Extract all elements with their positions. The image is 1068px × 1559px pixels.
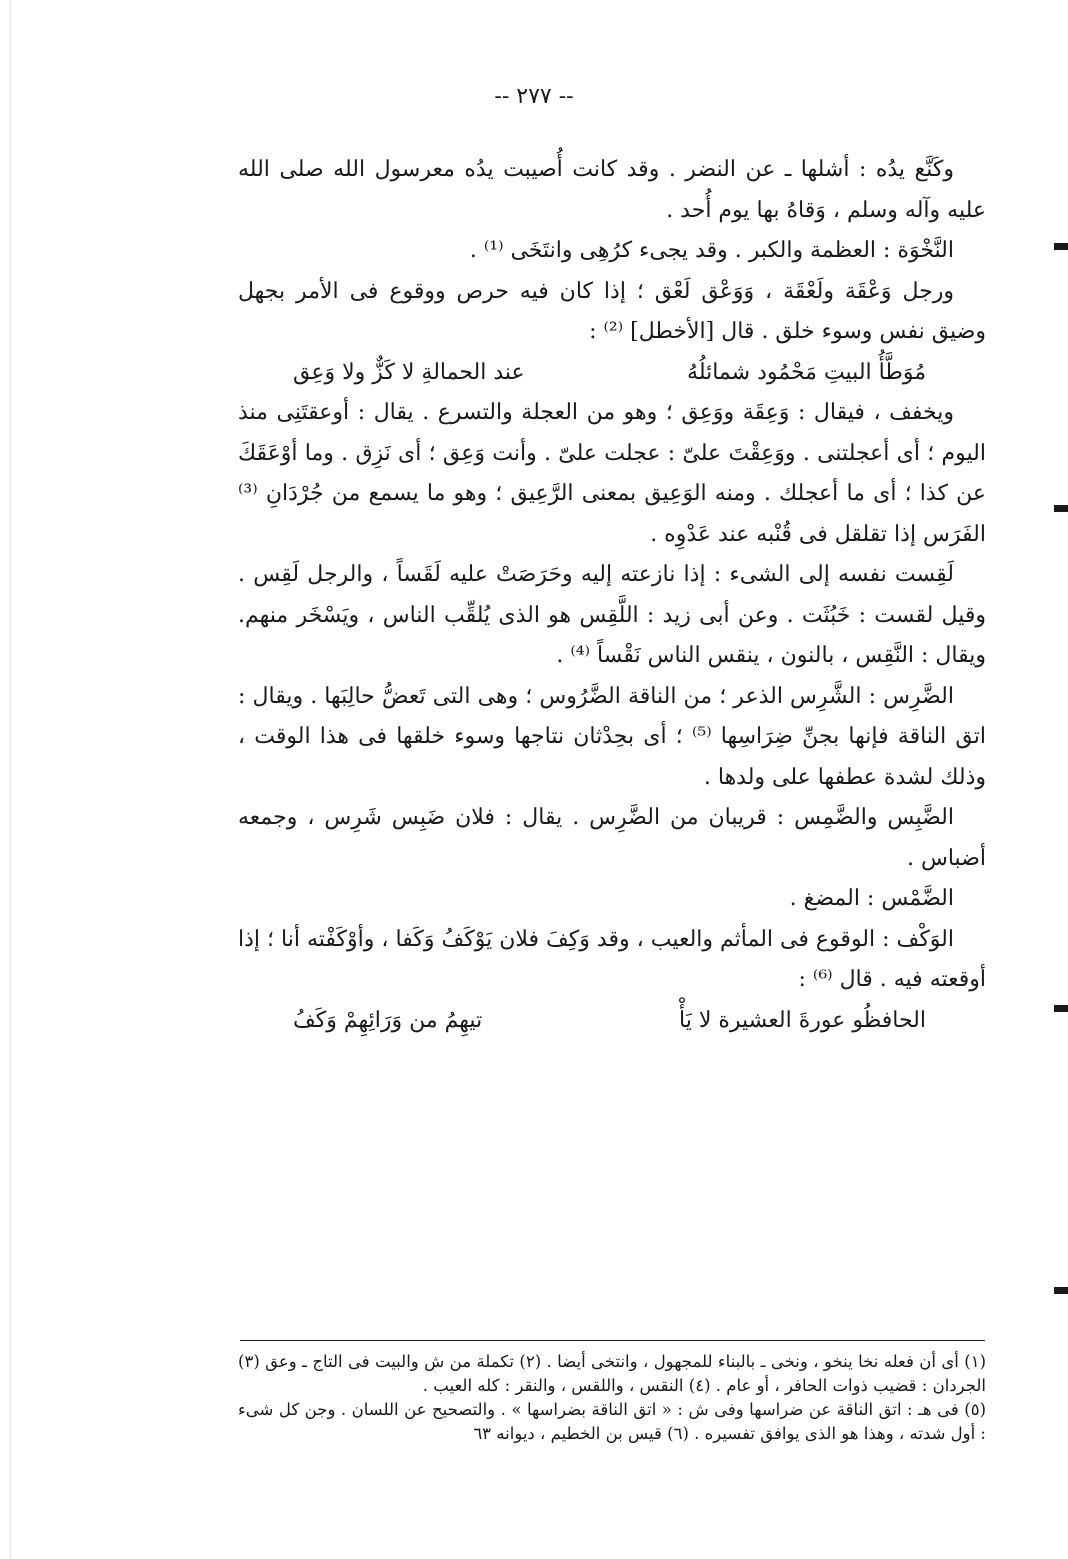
- paragraph-kanna: وكَنَّع يدُه : أشلها ـ عن النضر . وقد كانت أُصيبت يدُه معرسول الله صلى الله عليه وآله وسلم ، وَقاهُ بها يوم أُحد .: [238, 157, 986, 223]
- paragraph-waiqa: ويخفف ، فيقال : وَعِقَة ووَعِق ؛ وهو من العجلة والتسرع . يقال : أوعقتَنِى منذ اليوم ؛ أى أعجلتنى . ووَعِقْتَ علىّ : عجلت علىّ . وأنت وَعِق ؛ أى نَزِق . وما أوْعَقَكَ عن كذا ؛ أى ما أعجلك . ومنه الوَعِيق بمعنى الرَّعِيق ؛ وهو ما يسمع من جُرْدَانِ ⁽³⁾ الفَرَس إذا تقلقل فى قُنْبه عند عَدْوِه .: [238, 400, 986, 547]
- verse-second-hemistich: عند الحمالةِ لا كَزٌّ ولا وَعِق: [293, 359, 525, 385]
- verse-qays: [238, 1001, 986, 1042]
- footnote-block: (٥) فى هـ : اتق الناقة عن ضراسها وفى ش : « اتق الناقة بضراسها » . والتصحيح عن اللسان . وجن كل شىء : أول شدته ، وهذا هو الذى يوافق تفسيره . (٦) قيس بن الخطيم ، ديوانه ٦٣: [238, 1400, 986, 1443]
- scan-edge-line: [10, 0, 11, 1559]
- margin-mark: [1054, 243, 1068, 250]
- paragraph-dams: الضَّمْس : المضغ .: [789, 886, 954, 911]
- verse-first-hemistich: مُوَطَّأُ البيتِ مَحْمُود شمائلُهُ: [687, 359, 926, 385]
- verse-akhtal: [238, 353, 986, 394]
- paragraph-laqisa: لَقِست نفسه إلى الشىء : إذا نازعته إليه وحَرَصَتْ عليه لَقَساً ، والرجل لَقِس . وقيل لقست : خَبُثَت . وعن أبى زيد : اللَّقِس هو الذى يُلقِّب الناس ، ويَسْخَر منهم. ويقال : النَّقِس ، بالنون ، ينقس الناس نَقْساً ⁽⁴⁾ .: [238, 562, 986, 668]
- footnote-block: (١) أى أن فعله نخا ينخو ، ونخى ـ بالبناء للمجهول ، وانتخى أيضا . (٢) تكملة من ش والبيت فى التاج ـ وعق (٣) الجردان : قضيب ذوات الحافر ، أو عام . (٤) النقس ، واللقس ، والنقر : كله العيب .: [238, 1352, 986, 1395]
- main-text: [238, 150, 986, 1041]
- verse-first-hemistich: الحافظُو عورةَ العشيرة لا يَأْ: [679, 1007, 926, 1033]
- paragraph-daris: الضَّرِس : الشَّرِس الذعر ؛ من الناقة الضَّرُوس ؛ وهى التى تَعضُّ حالِبَها . ويقال : اتق الناقة فإنها بجنِّ ضِرَاسِها ⁽⁵⁾ ؛ أى بحِدْثان نتاجها وسوء خلقها فى هذا الوقت ، وذلك لشدة عطفها على ولدها .: [238, 683, 986, 790]
- footnotes: [238, 1350, 986, 1446]
- paragraph-waiq: ورجل وَعْقَة ولَعْقَة ، وَوَعْق لَعْق ؛ إذا كان فيه حرص ووقوع فى الأمر بجهل وضيق نفس وسوء خلق . قال [الأخطل] ⁽²⁾ :: [238, 278, 986, 344]
- paragraph-dabis: الضَّبِس والضَّمِس : قريبان من الضَّرِس . يقال : فلان ضَبِس شَرِس ، وجمعه أضباس .: [238, 805, 986, 871]
- verse-second-hemistich: تيهِمُ من وَرَائِهِمْ وَكَفُ: [293, 1007, 483, 1033]
- margin-mark: [1054, 1005, 1068, 1012]
- margin-mark: [1054, 1287, 1068, 1294]
- margin-mark: [1054, 505, 1068, 512]
- paragraph-nakhwa: النَّخْوَة : العظمة والكبر . وقد يجىء كرُهِى وانتَخَى ⁽¹⁾ .: [469, 238, 954, 263]
- paragraph-wakf: الوَكْف : الوقوع فى المأثم والعيب ، وقد وَكِفَ فلان يَوْكَفُ وَكَفا ، وأوْكَفْته أنا ؛ إذا أوقعته فيه . قال ⁽⁶⁾ :: [238, 926, 986, 992]
- footnote-separator: [240, 1340, 985, 1341]
- page-number: -- ٢٧٧ --: [494, 84, 574, 109]
